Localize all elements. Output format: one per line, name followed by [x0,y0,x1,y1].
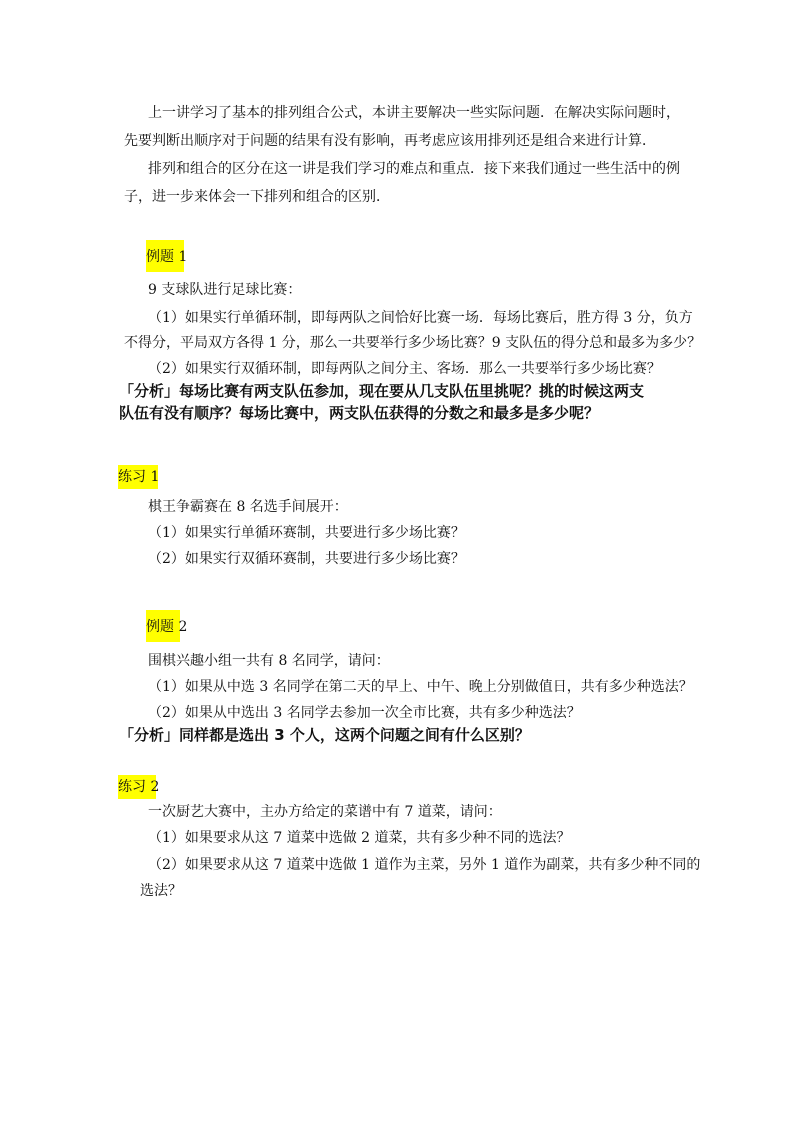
example-2-question-2: （2）如果从中选出 3 名同学去参加一次全市比赛，共有多少种选法？ [148,705,581,721]
intro-paragraph-2-line-2: 子，进一步来体会一下排列和组合的区别． [124,189,390,205]
example-2-question-1: （1）如果从中选 3 名同学在第二天的早上、中午、晚上分别做值日，共有多少种选法？ [148,679,693,695]
example-2-stem: 围棋兴趣小组一共有 8 名同学，请问： [148,653,390,669]
example-1-question-1-line-2: 不得分，平局双方各得 1 分，那么一共要举行多少场比赛？9 支队伍的得分总和最多为多少？ [124,335,702,351]
practice-2-question-1: （1）如果要求从这 7 道菜中选做 2 道菜，共有多少种不同的选法？ [148,830,571,846]
practice-1-question-2: （2）如果实行双循环赛制，共要进行多少场比赛？ [148,551,465,567]
intro-paragraph-1-line-1: 上一讲学习了基本的排列组合公式，本讲主要解决一些实际问题．在解决实际问题时， [148,105,680,121]
intro-paragraph-1-line-2: 先要判断出顺序对于问题的结果有没有影响，再考虑应该用排列还是组合来进行计算． [124,133,656,149]
example-1-analysis-line-2: 队伍有没有顺序？每场比赛中，两支队伍获得的分数之和最多是多少呢？ [119,404,600,422]
intro-paragraph-2-line-1: 排列和组合的区分在这一讲是我们学习的难点和重点．接下来我们通过一些生活中的例 [148,161,680,177]
practice-2-label: 练习 2 [118,775,156,799]
example-2-analysis: 「分析」同样都是选出 3 个人，这两个问题之间有什么区别？ [119,726,530,744]
example-1-stem: 9 支球队进行足球比赛： [148,282,302,298]
example-1-label: 例题 1 [146,240,184,272]
example-1-question-2: （2）如果实行双循环制，即每两队之间分主、客场．那么一共要举行多少场比赛？ [148,361,661,377]
practice-2-question-2-line-2: 选法？ [140,883,182,899]
practice-1-question-1: （1）如果实行单循环赛制，共要进行多少场比赛？ [148,525,465,541]
practice-2-question-2-line-1: （2）如果要求从这 7 道菜中选做 1 道作为主菜，另外 1 道作为副菜，共有多少种不同的 [148,857,701,873]
practice-1-stem: 棋王争霸赛在 8 名选手间展开： [148,499,348,515]
example-2-label: 例题 2 [146,610,180,642]
example-1-question-1-line-1: （1）如果实行单循环制，即每两队之间恰好比赛一场．每场比赛后，胜方得 3 分，负方 [148,310,693,326]
example-1-analysis-line-1: 「分析」每场比赛有两支队伍参加，现在要从几支队伍里挑呢？挑的时候这两支 [119,382,645,400]
practice-2-stem: 一次厨艺大赛中，主办方给定的菜谱中有 7 道菜，请问： [148,804,502,820]
practice-1-label: 练习 1 [118,465,158,489]
